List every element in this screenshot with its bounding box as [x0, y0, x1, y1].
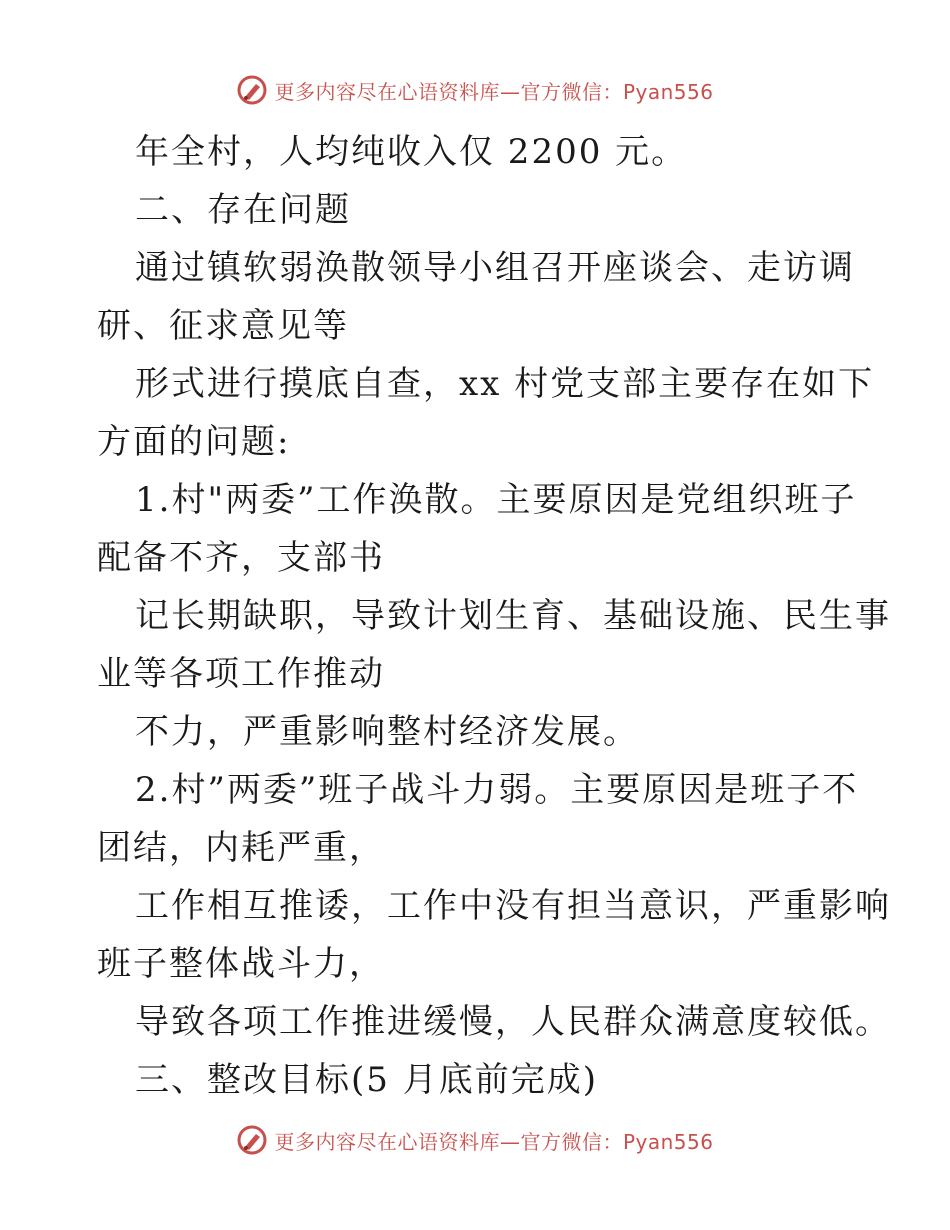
paragraph-line: 年全村，人均纯收入仅 2200 元。	[135, 132, 688, 172]
paragraph-line: 1.村"两委”工作涣散。主要原因是党组织班子	[135, 480, 857, 520]
paragraph-line: 研、征求意见等	[97, 306, 349, 346]
pen-nib-logo-icon	[236, 1124, 268, 1156]
pen-nib-logo-icon	[236, 74, 268, 106]
paragraph-line: 通过镇软弱涣散领导小组召开座谈会、走访调	[135, 248, 855, 288]
header-banner	[0, 70, 950, 110]
paragraph-line: 记长期缺职，导致计划生育、基础设施、民生事	[135, 596, 891, 636]
paragraph-line: 2.村”两委”班子战斗力弱。主要原因是班子不	[135, 770, 859, 810]
section-heading: 三、整改目标(5 月底前完成)	[135, 1060, 598, 1100]
paragraph-line: 班子整体战斗力，	[97, 944, 385, 984]
paragraph-line: 工作相互推诿，工作中没有担当意识，严重影响	[135, 886, 891, 926]
document-body	[97, 123, 891, 1109]
footer-banner	[0, 1120, 950, 1160]
paragraph-line: 形式进行摸底自查，xx 村党支部主要存在如下	[135, 364, 875, 404]
header-banner-text: 更多内容尽在心语资料库—官方微信：Pyan556	[274, 79, 714, 104]
paragraph-line: 不力，严重影响整村经济发展。	[135, 712, 639, 752]
paragraph-line: 业等各项工作推动	[97, 654, 385, 694]
section-heading: 二、存在问题	[135, 190, 351, 230]
paragraph-line: 配备不齐，支部书	[97, 538, 385, 578]
footer-banner-text: 更多内容尽在心语资料库—官方微信：Pyan556	[274, 1129, 714, 1154]
paragraph-line: 导致各项工作推进缓慢，人民群众满意度较低。	[135, 1002, 891, 1042]
paragraph-line: 团结，内耗严重，	[97, 828, 385, 868]
paragraph-line: 方面的问题:	[97, 422, 291, 462]
